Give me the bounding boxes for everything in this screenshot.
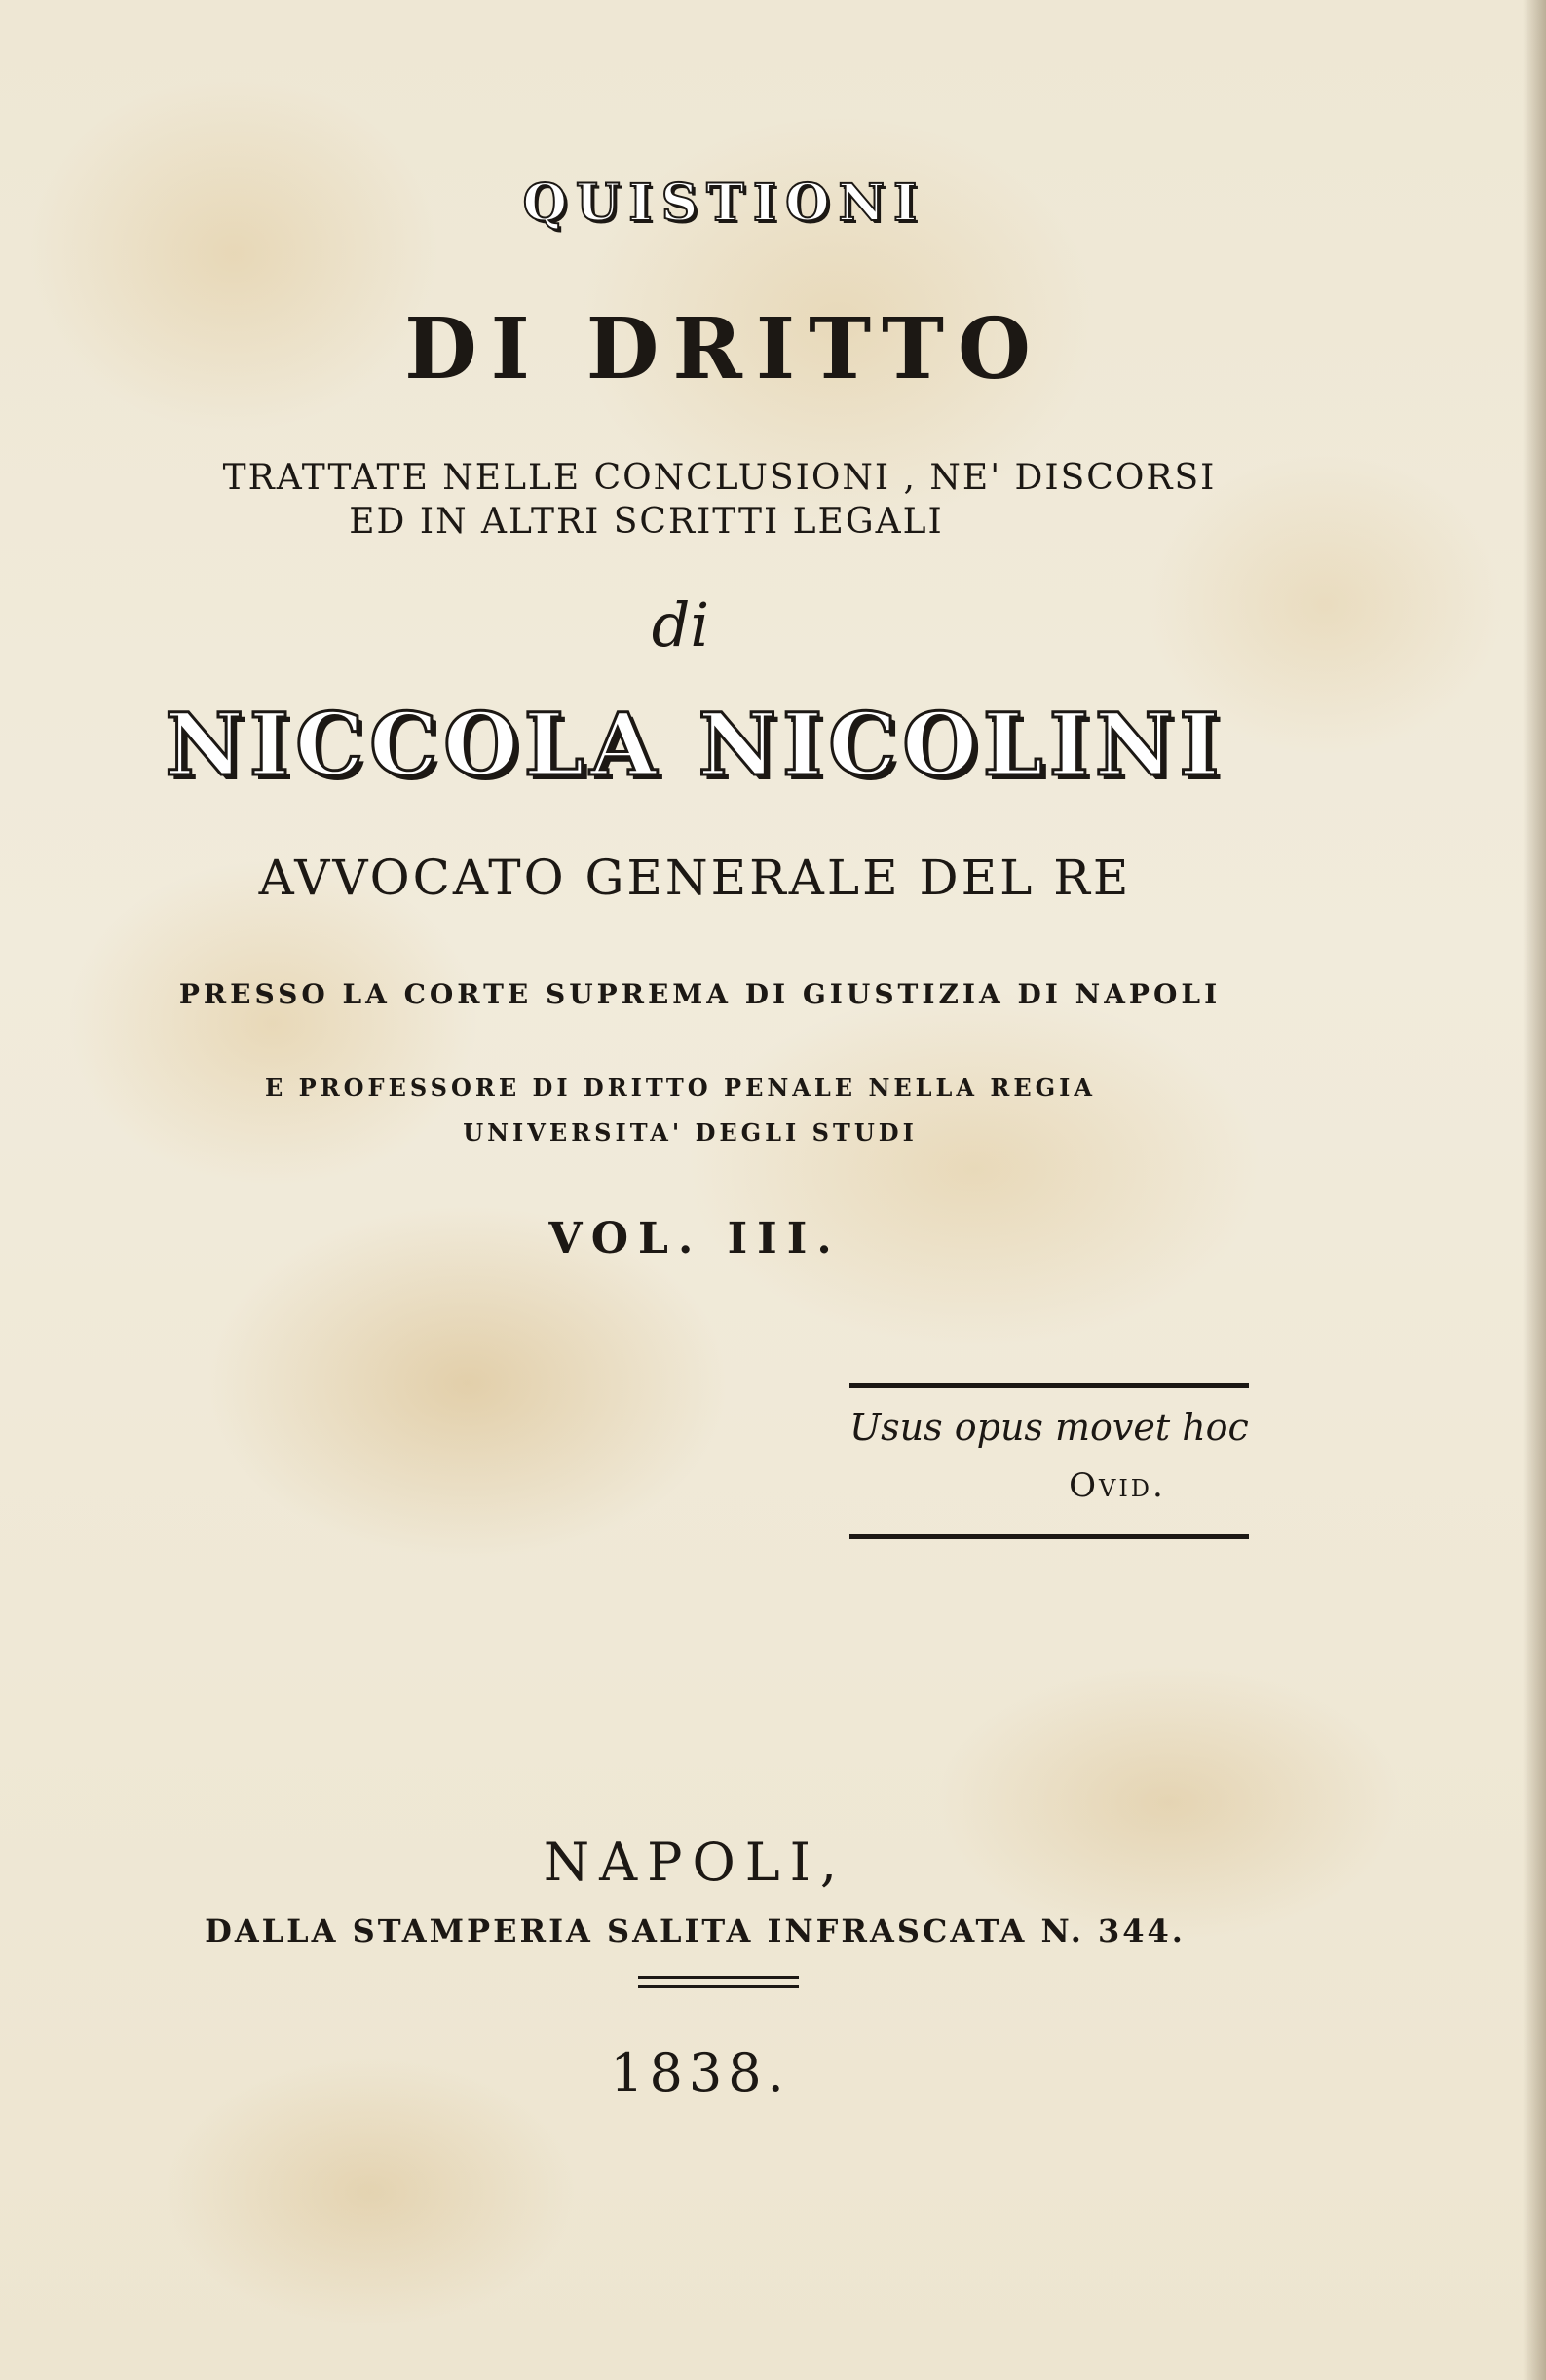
page-edge-shadow	[1523, 0, 1546, 2380]
professorship-line-1: E PROFESSORE DI DRITTO PENALE NELLA REGIA	[265, 1074, 1096, 1102]
author-role: AVVOCATO GENERALE DEL RE	[258, 850, 1132, 906]
author-name: NICCOLA NICOLINI	[165, 694, 1225, 795]
professorship-line-2: UNIVERSITA' DEGLI STUDI	[463, 1118, 918, 1147]
double-rule-bottom	[638, 1985, 799, 1988]
epigraph-attribution: Ovid.	[1069, 1466, 1166, 1505]
author-court: PRESSO LA CORTE SUPREMA DI GIUSTIZIA DI NAPOLI	[178, 978, 1222, 1010]
imprint-press: DALLA STAMPERIA SALITA INFRASCATA N. 344.	[205, 1912, 1186, 1949]
epigraph-box	[849, 1383, 1249, 1539]
title-line-1: QUISTIONI	[522, 173, 926, 233]
subtitle-line-1: TRATTATE NELLE CONCLUSIONI , NE' DISCORSI	[222, 458, 1217, 498]
double-rule-top	[638, 1976, 799, 1979]
imprint-city: NAPOLI,	[543, 1832, 848, 1893]
author-preposition: di	[651, 589, 710, 661]
epigraph-motto: Usus opus movet hoc	[849, 1406, 1249, 1449]
imprint-year: 1838.	[610, 2042, 790, 2103]
subtitle-line-2: ED IN ALTRI SCRITTI LEGALI	[349, 502, 944, 542]
title-line-2: DI DRITTO	[404, 300, 1044, 398]
volume-number: VOL. III.	[548, 1214, 842, 1264]
